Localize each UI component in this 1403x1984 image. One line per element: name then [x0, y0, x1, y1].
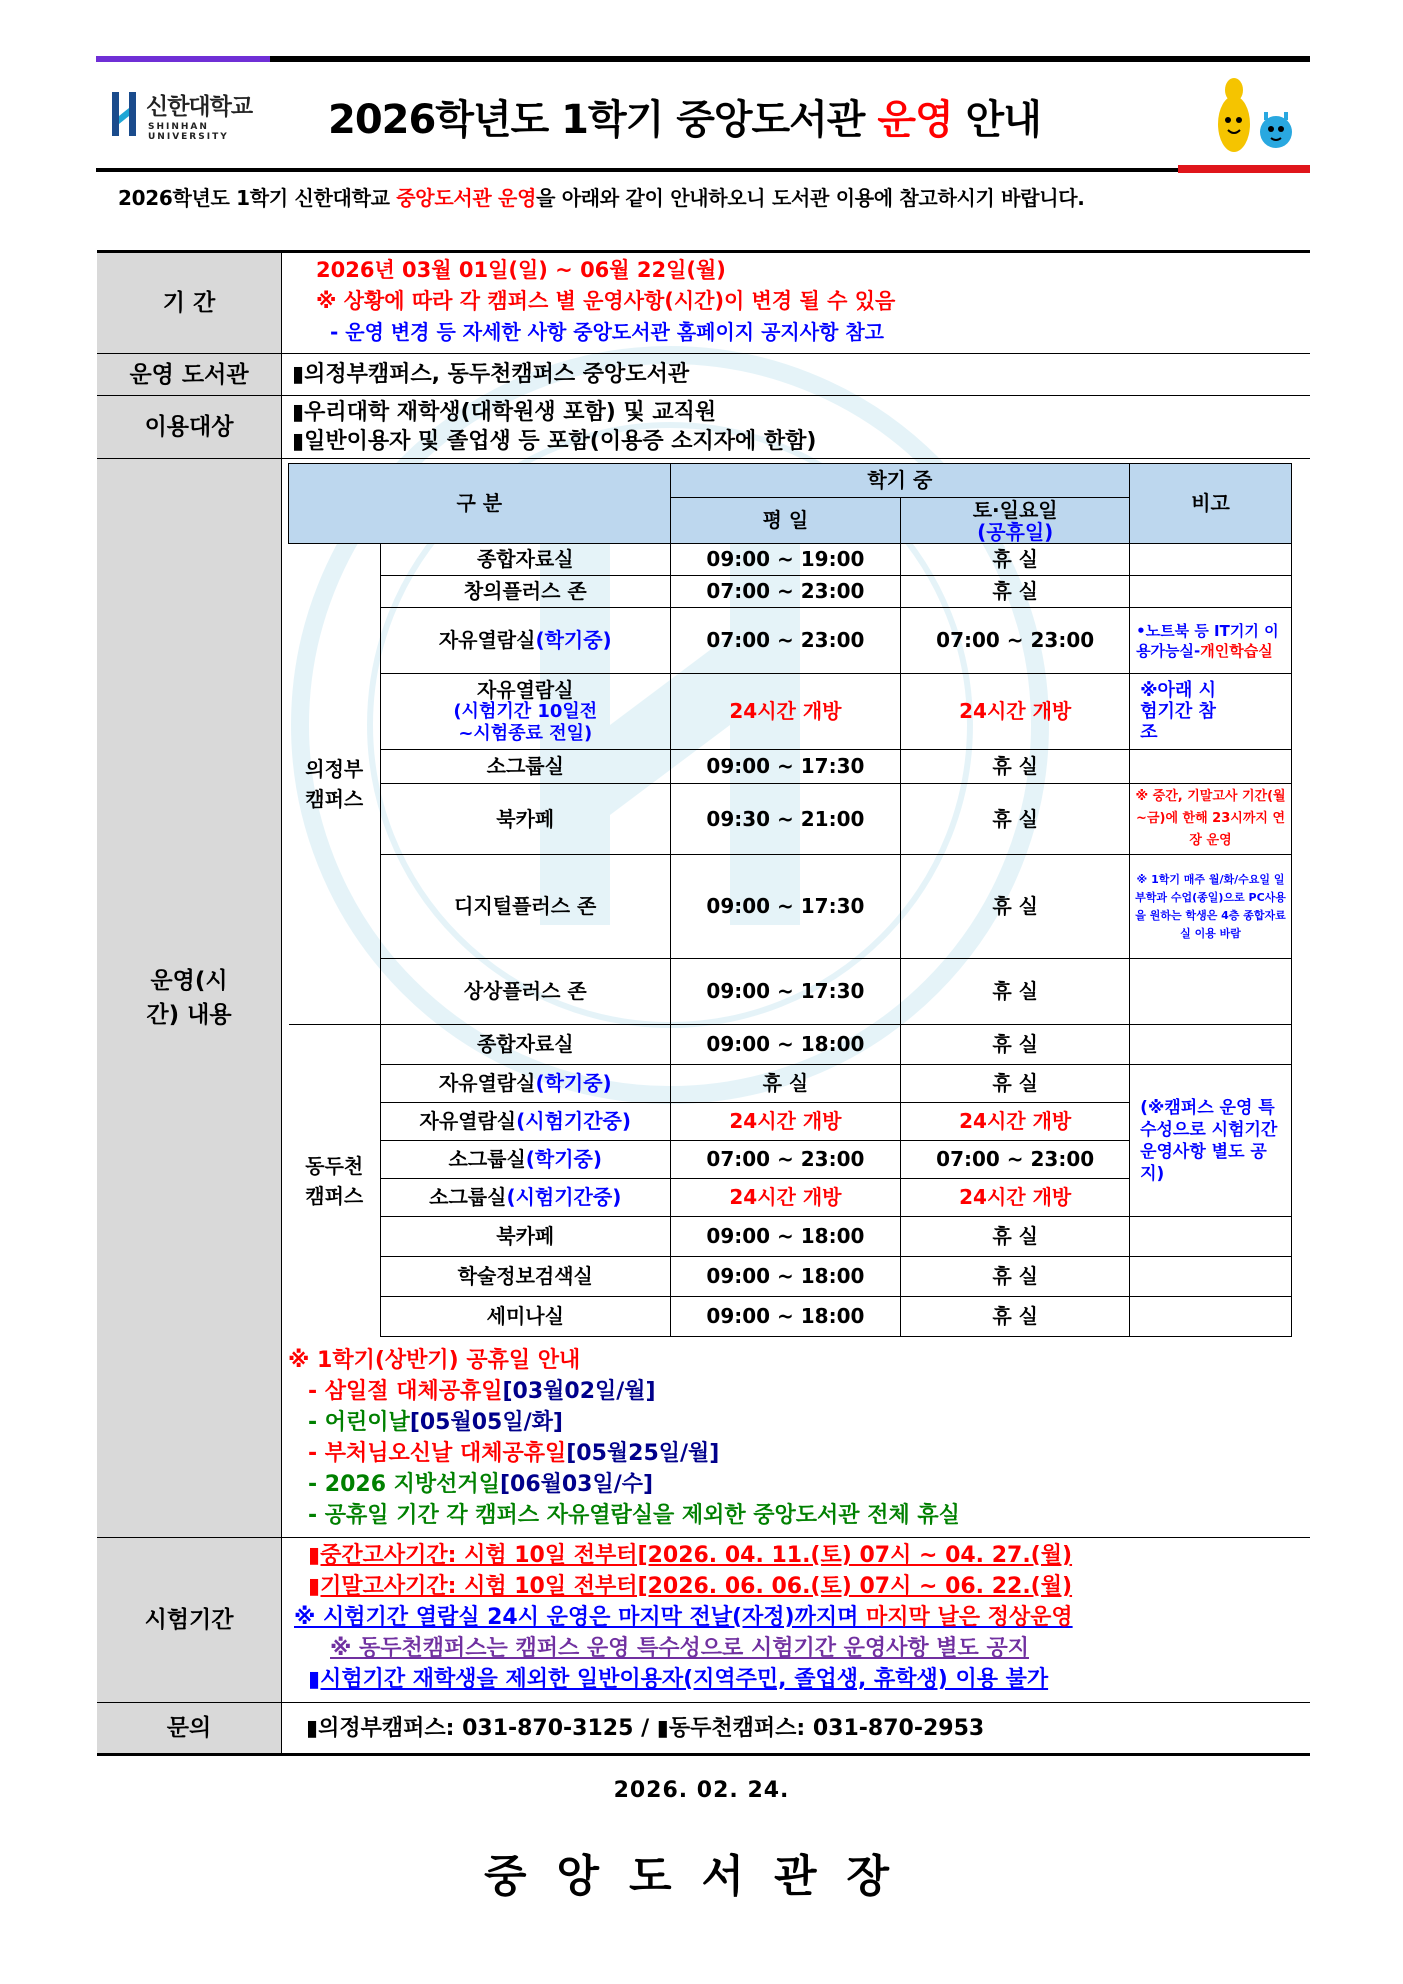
exam-general-users-note: ▮시험기간 재학생을 제외한 일반이용자(지역주민, 졸업생, 휴학생) 이용 불가 [308, 1667, 1049, 1692]
period-label: 기 간 [97, 253, 282, 353]
holiday-notice [282, 1341, 1310, 1537]
schedule-header-row-1 [289, 464, 1292, 498]
room-name [380, 1103, 670, 1141]
table-row [289, 1217, 1292, 1257]
room-name-suffix: (시험기간중) [516, 1109, 632, 1133]
remarks-cell: ※ 1학기 매주 월/화/수요일 일부학과 수업(종일)으로 PC사용을 원하는 학생은 4층 종합자료실 이용 바람 [1130, 855, 1292, 959]
weekday-hours: 24시간 개방 [670, 1103, 901, 1141]
weekend-hours: 휴 실 [901, 784, 1130, 855]
remarks-cell [1130, 576, 1292, 608]
weekday-hours: 09:30 ~ 21:00 [670, 784, 901, 855]
exam-reading-room-note-a: ※ 시험기간 열람실 24시 운영은 마지막 전날(자정)까지며 [294, 1605, 867, 1630]
intro-part1: 2026학년도 1학기 신한대학교 [118, 186, 397, 210]
holiday-item [288, 1438, 1310, 1469]
header-holiday-label: (공휴일) [977, 519, 1054, 544]
exam-row [97, 1538, 1310, 1703]
weekday-hours: 07:00 ~ 23:00 [670, 576, 901, 608]
room-name: 상상플러스 존 [380, 959, 670, 1025]
room-name: 북카페 [380, 1217, 670, 1257]
remarks-cell [1130, 959, 1292, 1025]
campus-uijeongbu-label: 의정부 캠퍼스 [305, 757, 364, 811]
table-row [289, 1297, 1292, 1337]
weekend-hours: 07:00 ~ 23:00 [901, 608, 1130, 674]
room-name: 종합자료실 [380, 1025, 670, 1065]
weekend-hours: 24시간 개방 [901, 1103, 1130, 1141]
weekend-hours: 07:00 ~ 23:00 [901, 1141, 1130, 1179]
remarks-note-exam: ※아래 시험기간 참조 [1140, 680, 1216, 743]
users-content [282, 396, 1310, 458]
room-name: 소그룹실 [380, 750, 670, 784]
users-line-general: ▮일반이용자 및 졸업생 등 포함(이용증 소지자에 한함) [292, 429, 817, 454]
campus-dongducheon-label: 동두천 캠퍼스 [305, 1153, 364, 1208]
exam-label: 시험기간 [97, 1538, 282, 1702]
table-row [289, 608, 1292, 674]
exam-dongducheon-note: ※ 동두천캠퍼스는 캠퍼스 운영 특수성으로 시험기간 운영사항 별도 공지 [330, 1636, 1029, 1661]
room-name-suffix: (시험기간중) [506, 1185, 622, 1209]
header-division: 구 분 [289, 464, 671, 544]
document-signature: 중앙도서관장 [483, 1851, 920, 1902]
room-name [380, 1179, 670, 1217]
university-name-english: SHINHAN UNIVERSITY [148, 122, 229, 142]
holiday-name: - 부처님오신날 대체공휴일 [308, 1441, 567, 1466]
room-name-suffix: (학기중) [535, 1071, 612, 1095]
weekday-hours: 07:00 ~ 23:00 [670, 1141, 901, 1179]
remarks-cell [1130, 608, 1292, 674]
operation-label-text: 운영(시간) 내용 [146, 968, 232, 1028]
weekend-hours: 휴 실 [901, 959, 1130, 1025]
weekday-hours: 24시간 개방 [670, 1179, 901, 1217]
holiday-item [288, 1469, 1310, 1500]
holiday-title: ※ 1학기(상반기) 공휴일 안내 [288, 1348, 581, 1373]
weekday-hours: 09:00 ~ 18:00 [670, 1257, 901, 1297]
contact-row [97, 1703, 1310, 1753]
document-date: 2026. 02. 24. [613, 1778, 790, 1803]
weekday-hours: 09:00 ~ 17:30 [670, 959, 901, 1025]
remarks-note-it: •노트북 등 IT기기 이용가능실- [1136, 621, 1279, 660]
table-row [289, 784, 1292, 855]
exam-content [282, 1538, 1310, 1702]
weekday-hours: 09:00 ~ 18:00 [670, 1217, 901, 1257]
operation-row [97, 459, 1310, 1538]
header-rule [96, 168, 1310, 172]
holiday-closing-note: - 공휴일 기간 각 캠퍼스 자유열람실을 제외한 중앙도서관 전체 휴실 [308, 1503, 960, 1528]
table-row [289, 1025, 1292, 1065]
holiday-name: - 삼일절 대체공휴일 [308, 1379, 503, 1404]
remarks-cell [1130, 674, 1292, 750]
room-name-text: 자유열람실 [419, 1109, 517, 1133]
weekend-hours: 휴 실 [901, 1297, 1130, 1337]
remarks-note-study-room: 개인학습실 [1200, 641, 1273, 660]
table-row [289, 576, 1292, 608]
university-logo [110, 86, 260, 142]
campus-uijeongbu [289, 544, 381, 1025]
table-row [289, 750, 1292, 784]
title-part1: 2026학년도 1학기 중앙도서관 [328, 97, 878, 143]
room-name-text: 자유열람실 [438, 628, 536, 652]
holiday-date: [05월05일/화] [409, 1410, 563, 1435]
intro-paragraph [96, 184, 1310, 213]
weekday-hours: 09:00 ~ 17:30 [670, 750, 901, 784]
table-row [289, 544, 1292, 576]
period-content [282, 253, 1310, 353]
period-row [97, 253, 1310, 354]
holiday-item [288, 1407, 1310, 1438]
table-row [289, 959, 1292, 1025]
header-rule-accent [1178, 165, 1310, 173]
weekday-hours: 24시간 개방 [670, 674, 901, 750]
weekend-hours: 휴 실 [901, 1065, 1130, 1103]
period-dates: 2026년 03월 01일(일) ~ 06월 22일(월) [316, 258, 726, 282]
remarks-cell [1130, 750, 1292, 784]
weekend-hours: 24시간 개방 [901, 674, 1130, 750]
remarks-dongducheon-note: (※캠퍼스 운영 특수성으로 시험기간 운영사항 별도 공지) [1130, 1065, 1292, 1217]
holiday-date: [06월03일/수] [499, 1472, 654, 1497]
table-row [289, 674, 1292, 750]
exam-midterm: ▮중간고사기간: 시험 10일 전부터[2026. 04. 11.(토) 07시 ~ 04. 27.(월) [308, 1543, 1073, 1568]
header-weekday: 평 일 [670, 498, 901, 544]
room-name: 종합자료실 [380, 544, 670, 576]
library-row [97, 354, 1310, 396]
users-row [97, 396, 1310, 459]
weekend-hours: 휴 실 [901, 855, 1130, 959]
room-name [380, 1065, 670, 1103]
weekday-hours: 09:00 ~ 18:00 [670, 1025, 901, 1065]
header-weekend-label: 토·일요일 [972, 497, 1058, 522]
room-name: 북카페 [380, 784, 670, 855]
period-note-change: ※ 상황에 따라 각 캠퍼스 별 운영사항(시간)이 변경 될 수 있음 [316, 289, 896, 313]
holiday-name: - 2026 지방선거일 [308, 1472, 500, 1497]
remarks-cell [1130, 1297, 1292, 1337]
contact-value: ▮의정부캠퍼스: 031-870-3125 / ▮동두천캠퍼스: 031-870-2953 [306, 1715, 985, 1741]
university-logo-icon [110, 86, 140, 142]
intro-part2: 을 아래와 같이 안내하오니 도서관 이용에 참고하시기 바랍니다. [536, 186, 1085, 210]
room-name-suffix: (학기중) [525, 1147, 603, 1171]
users-line-students: ▮우리대학 재학생(대학원생 포함) 및 교직원 [292, 400, 717, 425]
mascot-characters-icon [1206, 72, 1302, 162]
holiday-date: [05월25일/월] [566, 1441, 720, 1466]
weekend-hours: 휴 실 [901, 544, 1130, 576]
library-label: 운영 도서관 [97, 354, 282, 395]
library-value: ▮의정부캠퍼스, 동두천캠퍼스 중앙도서관 [292, 362, 690, 387]
schedule-table [288, 463, 1292, 1337]
room-name-text: 소그룹실 [429, 1185, 507, 1209]
operation-label [97, 459, 282, 1537]
contact-label: 문의 [97, 1703, 282, 1753]
room-name-line3: ~시험종료 전일) [458, 722, 593, 744]
intro-highlight: 중앙도서관 운영 [396, 186, 537, 210]
weekend-hours: 휴 실 [901, 1217, 1130, 1257]
holiday-item [288, 1376, 1310, 1407]
operation-content [282, 459, 1310, 1537]
table-row [289, 855, 1292, 959]
room-name: 디지털플러스 존 [380, 855, 670, 959]
table-row [289, 1065, 1292, 1103]
room-name: 세미나실 [380, 1297, 670, 1337]
weekend-hours: 휴 실 [901, 750, 1130, 784]
title-part2: 안내 [952, 97, 1041, 143]
header-remarks: 비고 [1130, 464, 1292, 544]
remarks-cell [1130, 1257, 1292, 1297]
users-label: 이용대상 [97, 396, 282, 458]
period-note-homepage: - 운영 변경 등 자세한 사항 중앙도서관 홈페이지 공지사항 참고 [330, 320, 884, 344]
room-name: 창의플러스 존 [380, 576, 670, 608]
page-title [328, 88, 1041, 145]
room-name [380, 608, 670, 674]
header-weekend [901, 498, 1130, 544]
holiday-name: - 어린이날 [308, 1410, 410, 1435]
exam-reading-room-note-b: 마지막 날은 정상운영 [866, 1605, 1073, 1630]
weekend-hours: 24시간 개방 [901, 1179, 1130, 1217]
weekday-hours: 휴 실 [670, 1065, 901, 1103]
holiday-date: [03월02일/월] [502, 1379, 656, 1404]
title-highlight: 운영 [877, 97, 953, 143]
university-name-korean: 신한대학교 [146, 94, 253, 120]
remarks-cell [1130, 544, 1292, 576]
weekend-hours: 휴 실 [901, 1257, 1130, 1297]
room-name-text: 자유열람실 [438, 1071, 536, 1095]
weekday-hours: 09:00 ~ 19:00 [670, 544, 901, 576]
document-header [96, 62, 1310, 168]
remarks-cell [1130, 1217, 1292, 1257]
header-semester: 학기 중 [670, 464, 1130, 498]
room-name: 학술정보검색실 [380, 1257, 670, 1297]
exam-final: ▮기말고사기간: 시험 10일 전부터[2026. 06. 06.(토) 07시 ~ 06. 22.(월) [308, 1574, 1073, 1599]
weekend-hours: 휴 실 [901, 1025, 1130, 1065]
weekend-hours: 휴 실 [901, 576, 1130, 608]
campus-dongducheon [289, 1025, 381, 1337]
weekday-hours: 09:00 ~ 17:30 [670, 855, 901, 959]
remarks-cell: ※ 중간, 기말고사 기간(월~금)에 한해 23시까지 연장 운영 [1130, 784, 1292, 855]
room-name-text: 자유열람실 [476, 677, 574, 702]
table-row [289, 1257, 1292, 1297]
weekday-hours: 07:00 ~ 23:00 [670, 608, 901, 674]
exam-reading-room-note [294, 1602, 1310, 1633]
room-name-suffix: (학기중) [535, 628, 612, 652]
room-name-line2: (시험기간 10일전 [453, 700, 598, 722]
room-name-text: 소그룹실 [448, 1147, 526, 1171]
room-name [380, 1141, 670, 1179]
room-name [380, 674, 670, 750]
info-table [97, 250, 1310, 1756]
remarks-cell [1130, 1025, 1292, 1065]
weekday-hours: 09:00 ~ 18:00 [670, 1297, 901, 1337]
